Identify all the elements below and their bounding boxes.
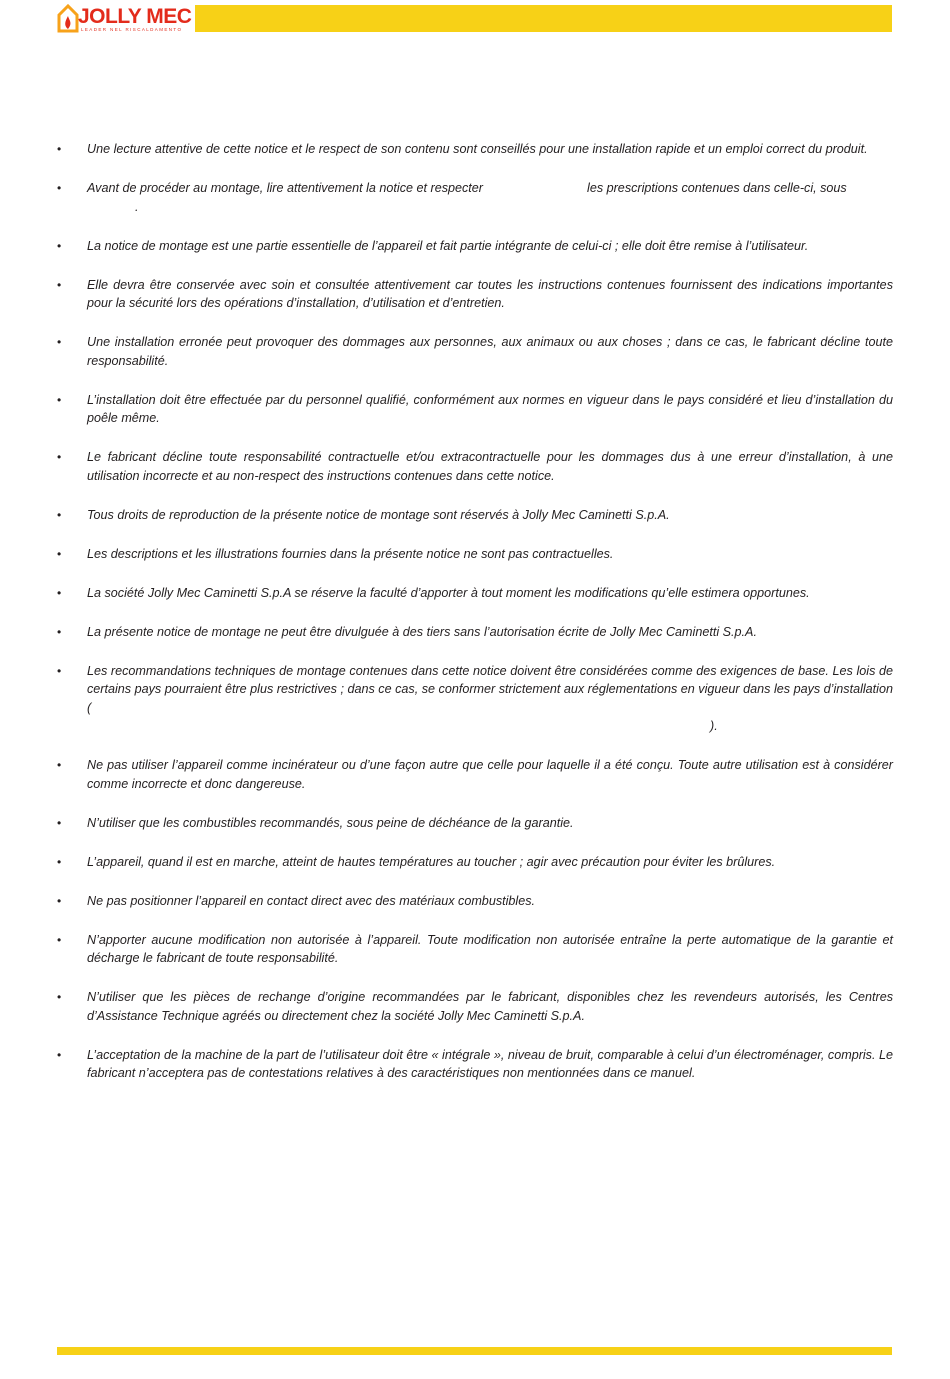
note-text-end: . xyxy=(135,199,139,214)
bullet: • xyxy=(57,585,62,600)
bullet: • xyxy=(57,624,62,639)
bullet: • xyxy=(57,238,62,253)
bullet: • xyxy=(57,758,62,772)
list-item xyxy=(57,140,893,159)
list-item xyxy=(57,391,893,428)
list-item xyxy=(57,179,893,216)
footer-accent-bar xyxy=(57,1347,892,1355)
note-text: N’utiliser que les combustibles recommandés, sous peine de déchéance de la garantie. xyxy=(87,815,574,830)
list-item xyxy=(57,1046,893,1083)
bullet: • xyxy=(57,1047,62,1062)
note-text: N’utiliser que les pièces de rechange d’origine recommandées par le fabricant, disponibles chez les revendeurs autorisés, les Centres d’Assistance Technique agréés ou directement chez la société Jolly Mec Caminetti S.p.A. xyxy=(87,990,893,1023)
list-item xyxy=(57,237,893,256)
header-accent-bar xyxy=(195,5,892,32)
jolly-mec-logo xyxy=(57,3,197,35)
note-text: Tous droits de reproduction de la présente notice de montage sont réservés à Jolly Mec Caminetti S.p.A. xyxy=(87,507,670,522)
list-item xyxy=(57,931,893,968)
bullet: • xyxy=(57,854,62,869)
note-text: Ne pas positionner l’appareil en contact direct avec des matériaux combustibles. xyxy=(87,893,536,908)
note-text: L’installation doit être effectuée par du personnel qualifié, conformément aux normes en vigueur dans le pays considéré et lieu d’installation du poêle même. xyxy=(87,392,893,425)
note-text: L’acceptation de la machine de la part de l’utilisateur doit être « intégrale », niveau de bruit, comparable à celui d’un électroménager, compris. Le fabricant n’acceptera pas de contestations relatives à des caractéristiques non mentionnées dans ce manuel. xyxy=(87,1047,893,1080)
list-item xyxy=(57,892,893,911)
note-text: Les descriptions et les illustrations fournies dans la présente notice ne sont pas contractuelles. xyxy=(87,546,614,561)
logo-tagline: LEADER NEL RISCALDAMENTO xyxy=(81,27,183,32)
list-item xyxy=(57,988,893,1025)
bullet: • xyxy=(57,932,62,947)
bullet: • xyxy=(57,815,62,830)
note-text-end: ). xyxy=(710,719,718,733)
bullet: • xyxy=(57,277,62,292)
note-text: Ne pas utiliser l’appareil comme incinérateur ou d’une façon autre que celle pour laquelle il a été conçu. Toute autre utilisation est à considérer comme incorrecte et donc dangereuse. xyxy=(87,758,893,791)
note-text: La présente notice de montage ne peut être divulguée à des tiers sans l’autorisation écrite de Jolly Mec Caminetti S.p.A. xyxy=(87,624,757,639)
bullet: • xyxy=(57,663,62,678)
bullet: • xyxy=(57,893,62,908)
note-text: Une installation erronée peut provoquer des dommages aux personnes, aux animaux ou aux choses ; dans ce cas, le fabricant décline toute responsabilité. xyxy=(87,335,893,368)
note-text: Elle devra être conservée avec soin et consultée attentivement car toutes les instructions contenues fournissent des indications importantes pour la sécurité lors des opérations d’installation, d’utilisation et d’entretien. xyxy=(87,277,893,310)
note-text-continuation: les prescriptions contenues dans celle-ci, sous xyxy=(587,181,847,195)
list-item xyxy=(57,623,893,642)
bullet: • xyxy=(57,546,62,561)
safety-notes-list xyxy=(57,140,893,1103)
note-text: La notice de montage est une partie essentielle de l’appareil et fait partie intégrante de celui-ci ; elle doit être remise à l’utilisateur. xyxy=(87,238,809,253)
note-text: Une lecture attentive de cette notice et le respect de son contenu sont conseillés pour une installation rapide et un emploi correct du produit. xyxy=(87,142,868,156)
list-item xyxy=(57,448,893,485)
bullet: • xyxy=(57,142,62,156)
list-item xyxy=(57,506,893,525)
note-text: Le fabricant décline toute responsabilité contractuelle et/ou extracontractuelle pour les dommages dus à une erreur d’installation, à une utilisation incorrecte et au non-respect des instructions contenues dans cette notice. xyxy=(87,450,893,483)
bullet: • xyxy=(57,181,62,195)
list-item xyxy=(57,814,893,833)
note-text: N’apporter aucune modification non autorisée à l’appareil. Toute modification non autorisée entraîne la perte automatique de la garantie et décharge le fabricant de toute responsabilité. xyxy=(87,932,893,965)
list-item xyxy=(57,584,893,603)
bullet: • xyxy=(57,450,62,464)
bullet: • xyxy=(57,507,62,522)
bullet: • xyxy=(57,335,62,349)
list-item xyxy=(57,276,893,313)
bullet: • xyxy=(57,392,62,407)
flame-house-icon xyxy=(57,3,79,33)
note-text: La société Jolly Mec Caminetti S.p.A se réserve la faculté d’apporter à tout moment les modifications qu’elle estimera opportunes. xyxy=(87,585,810,600)
list-item xyxy=(57,756,893,793)
list-item xyxy=(57,853,893,872)
list-item xyxy=(57,333,893,370)
bullet: • xyxy=(57,990,62,1004)
note-text: L’appareil, quand il est en marche, atteint de hautes températures au toucher ; agir avec précaution pour éviter les brûlures. xyxy=(87,854,776,869)
logo-text: JOLLY MEC xyxy=(78,5,192,28)
list-item xyxy=(57,662,893,736)
note-text: Les recommandations techniques de montage contenues dans cette notice doivent être considérées comme des exigences de base. Les lois de certains pays pourraient être plus restrictives ; dans ce cas, se conformer strictement aux réglementations en vigueur dans les pays d’installation ( xyxy=(87,663,893,715)
list-item xyxy=(57,545,893,564)
note-text: Avant de procéder au montage, lire attentivement la notice et respecter xyxy=(87,181,484,195)
